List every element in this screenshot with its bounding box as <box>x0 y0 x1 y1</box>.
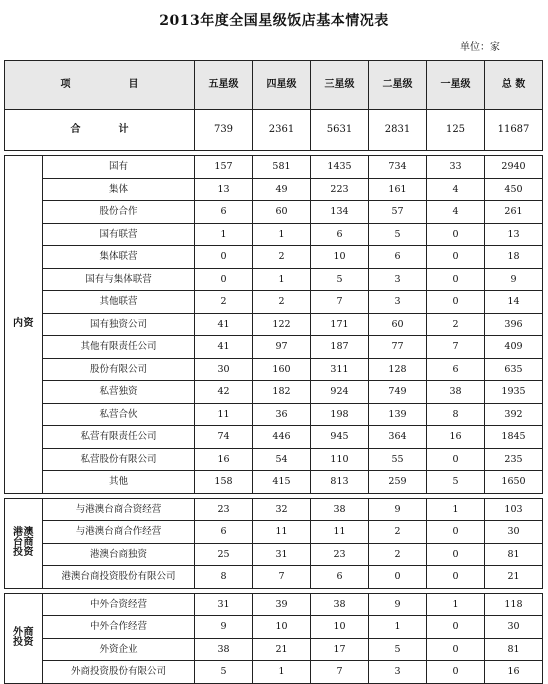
value-cell: 0 <box>427 638 485 661</box>
category-cell: 内资 <box>5 156 43 494</box>
category-cell <box>5 593 43 683</box>
value-cell: 2 <box>253 246 311 269</box>
total-cell: 739 <box>195 110 253 151</box>
value-cell: 5 <box>427 471 485 494</box>
row-label: 私营合伙 <box>43 403 195 426</box>
value-cell: 21 <box>485 566 543 589</box>
value-cell: 54 <box>253 448 311 471</box>
value-cell: 0 <box>427 448 485 471</box>
value-cell: 0 <box>427 521 485 544</box>
table-row <box>5 521 543 544</box>
row-label: 与港澳台商合资经营 <box>43 498 195 521</box>
row-label: 外商投资股份有限公司 <box>43 661 195 684</box>
value-cell: 160 <box>253 358 311 381</box>
value-cell: 4 <box>427 178 485 201</box>
value-cell: 415 <box>253 471 311 494</box>
value-cell: 409 <box>485 336 543 359</box>
value-cell: 55 <box>369 448 427 471</box>
category-line: 投资 <box>13 637 34 648</box>
value-cell: 16 <box>195 448 253 471</box>
value-cell: 0 <box>427 223 485 246</box>
row-label: 中外合资经营 <box>43 593 195 616</box>
value-cell: 49 <box>253 178 311 201</box>
value-cell: 39 <box>253 593 311 616</box>
value-cell: 1 <box>369 616 427 639</box>
value-cell: 1435 <box>311 156 369 179</box>
value-cell: 41 <box>195 336 253 359</box>
value-cell: 77 <box>369 336 427 359</box>
value-cell: 38 <box>311 593 369 616</box>
value-cell: 33 <box>427 156 485 179</box>
value-cell: 1 <box>427 498 485 521</box>
value-cell: 2 <box>369 521 427 544</box>
table-row <box>5 566 543 589</box>
value-cell: 182 <box>253 381 311 404</box>
value-cell: 157 <box>195 156 253 179</box>
row-label: 其他联营 <box>43 291 195 314</box>
value-cell: 5 <box>369 223 427 246</box>
value-cell: 11 <box>195 403 253 426</box>
total-cell: 11687 <box>485 110 543 151</box>
value-cell: 1 <box>253 223 311 246</box>
value-cell: 41 <box>195 313 253 336</box>
value-cell: 2 <box>253 291 311 314</box>
total-cell: 5631 <box>311 110 369 151</box>
value-cell: 9 <box>369 498 427 521</box>
value-cell: 31 <box>253 543 311 566</box>
header-five-star: 五星级 <box>195 61 253 110</box>
row-label: 其他有限责任公司 <box>43 336 195 359</box>
value-cell: 3 <box>369 291 427 314</box>
value-cell: 16 <box>427 426 485 449</box>
value-cell: 0 <box>427 291 485 314</box>
row-label: 与港澳台商合作经营 <box>43 521 195 544</box>
value-cell: 16 <box>485 661 543 684</box>
value-cell: 0 <box>195 246 253 269</box>
value-cell: 581 <box>253 156 311 179</box>
value-cell: 158 <box>195 471 253 494</box>
value-cell: 57 <box>369 201 427 224</box>
value-cell: 198 <box>311 403 369 426</box>
table-row <box>5 156 543 179</box>
value-cell: 139 <box>369 403 427 426</box>
value-cell: 30 <box>485 521 543 544</box>
value-cell: 1650 <box>485 471 543 494</box>
value-cell: 392 <box>485 403 543 426</box>
category-line: 外商 <box>13 627 34 638</box>
value-cell: 2 <box>195 291 253 314</box>
value-cell: 38 <box>427 381 485 404</box>
value-cell: 6 <box>195 521 253 544</box>
value-cell: 364 <box>369 426 427 449</box>
value-cell: 5 <box>195 661 253 684</box>
value-cell: 8 <box>427 403 485 426</box>
value-cell: 7 <box>427 336 485 359</box>
value-cell: 171 <box>311 313 369 336</box>
value-cell: 3 <box>369 661 427 684</box>
value-cell: 103 <box>485 498 543 521</box>
value-cell: 11 <box>253 521 311 544</box>
table-row <box>5 178 543 201</box>
header-four-star: 四星级 <box>253 61 311 110</box>
value-cell: 0 <box>427 566 485 589</box>
value-cell: 311 <box>311 358 369 381</box>
value-cell: 1 <box>253 268 311 291</box>
unit-label: 单位：家 <box>460 42 500 53</box>
value-cell: 235 <box>485 448 543 471</box>
value-cell: 261 <box>485 201 543 224</box>
row-label: 国有与集体联营 <box>43 268 195 291</box>
value-cell: 1935 <box>485 381 543 404</box>
value-cell: 30 <box>195 358 253 381</box>
value-cell: 10 <box>311 616 369 639</box>
header-three-star: 三星级 <box>311 61 369 110</box>
value-cell: 38 <box>195 638 253 661</box>
value-cell: 31 <box>195 593 253 616</box>
value-cell: 945 <box>311 426 369 449</box>
value-cell: 4 <box>427 201 485 224</box>
table-row <box>5 201 543 224</box>
header-two-star: 二星级 <box>369 61 427 110</box>
value-cell: 1845 <box>485 426 543 449</box>
value-cell: 7 <box>311 661 369 684</box>
header-total: 总 数 <box>485 61 543 110</box>
value-cell: 74 <box>195 426 253 449</box>
category-cell <box>5 498 43 588</box>
table-row <box>5 336 543 359</box>
value-cell: 18 <box>485 246 543 269</box>
value-cell: 23 <box>195 498 253 521</box>
row-label: 私营股份有限公司 <box>43 448 195 471</box>
row-label: 股份合作 <box>43 201 195 224</box>
value-cell: 11 <box>311 521 369 544</box>
value-cell: 23 <box>311 543 369 566</box>
category-line: 港澳 <box>13 527 34 538</box>
value-cell: 21 <box>253 638 311 661</box>
table-row <box>5 246 543 269</box>
value-cell: 0 <box>427 268 485 291</box>
value-cell: 14 <box>485 291 543 314</box>
value-cell: 0 <box>195 268 253 291</box>
category-line: 投资 <box>13 547 34 558</box>
table-title: 2013年度全国星级饭店基本情况表 <box>159 13 389 29</box>
row-label: 私营有限责任公司 <box>43 426 195 449</box>
value-cell: 0 <box>369 566 427 589</box>
value-cell: 223 <box>311 178 369 201</box>
value-cell: 6 <box>311 223 369 246</box>
header-one-star: 一星级 <box>427 61 485 110</box>
value-cell: 122 <box>253 313 311 336</box>
value-cell: 60 <box>253 201 311 224</box>
value-cell: 2940 <box>485 156 543 179</box>
table-row <box>5 426 543 449</box>
value-cell: 17 <box>311 638 369 661</box>
table-row <box>5 593 543 616</box>
value-cell: 9 <box>369 593 427 616</box>
value-cell: 110 <box>311 448 369 471</box>
value-cell: 0 <box>427 543 485 566</box>
value-cell: 25 <box>195 543 253 566</box>
value-cell: 38 <box>311 498 369 521</box>
total-label: 合 计 <box>5 110 195 151</box>
value-cell: 8 <box>195 566 253 589</box>
row-label: 外资企业 <box>43 638 195 661</box>
table-row <box>5 291 543 314</box>
value-cell: 6 <box>427 358 485 381</box>
header-row <box>5 61 543 110</box>
hotel-stats-table <box>4 60 543 684</box>
value-cell: 1 <box>253 661 311 684</box>
value-cell: 446 <box>253 426 311 449</box>
value-cell: 2 <box>427 313 485 336</box>
value-cell: 396 <box>485 313 543 336</box>
value-cell: 2 <box>369 543 427 566</box>
value-cell: 259 <box>369 471 427 494</box>
value-cell: 81 <box>485 638 543 661</box>
table-row <box>5 403 543 426</box>
value-cell: 3 <box>369 268 427 291</box>
row-label: 港澳台商投资股份有限公司 <box>43 566 195 589</box>
total-cell: 2361 <box>253 110 311 151</box>
value-cell: 7 <box>253 566 311 589</box>
value-cell: 6 <box>369 246 427 269</box>
table-row <box>5 616 543 639</box>
row-label: 中外合作经营 <box>43 616 195 639</box>
row-label: 集体 <box>43 178 195 201</box>
value-cell: 7 <box>311 291 369 314</box>
value-cell: 813 <box>311 471 369 494</box>
row-label: 国有独资公司 <box>43 313 195 336</box>
value-cell: 749 <box>369 381 427 404</box>
value-cell: 1 <box>427 593 485 616</box>
row-label: 港澳台商独资 <box>43 543 195 566</box>
row-label: 股份有限公司 <box>43 358 195 381</box>
value-cell: 97 <box>253 336 311 359</box>
value-cell: 60 <box>369 313 427 336</box>
row-label: 国有 <box>43 156 195 179</box>
value-cell: 42 <box>195 381 253 404</box>
table-row <box>5 223 543 246</box>
value-cell: 9 <box>195 616 253 639</box>
table-row <box>5 268 543 291</box>
value-cell: 161 <box>369 178 427 201</box>
table-row <box>5 381 543 404</box>
value-cell: 0 <box>427 246 485 269</box>
category-line: 台商 <box>13 537 34 548</box>
value-cell: 0 <box>427 661 485 684</box>
row-label: 国有联营 <box>43 223 195 246</box>
value-cell: 118 <box>485 593 543 616</box>
table-row <box>5 313 543 336</box>
value-cell: 187 <box>311 336 369 359</box>
table-row <box>5 543 543 566</box>
value-cell: 0 <box>427 616 485 639</box>
total-row <box>5 110 543 151</box>
value-cell: 9 <box>485 268 543 291</box>
value-cell: 5 <box>311 268 369 291</box>
value-cell: 13 <box>485 223 543 246</box>
value-cell: 1 <box>195 223 253 246</box>
header-item: 项 目 <box>5 61 195 110</box>
table-row <box>5 498 543 521</box>
value-cell: 81 <box>485 543 543 566</box>
value-cell: 924 <box>311 381 369 404</box>
row-label: 集体联营 <box>43 246 195 269</box>
value-cell: 450 <box>485 178 543 201</box>
value-cell: 13 <box>195 178 253 201</box>
table-row <box>5 471 543 494</box>
total-cell: 2831 <box>369 110 427 151</box>
value-cell: 10 <box>311 246 369 269</box>
value-cell: 6 <box>195 201 253 224</box>
value-cell: 128 <box>369 358 427 381</box>
table-row <box>5 448 543 471</box>
value-cell: 734 <box>369 156 427 179</box>
value-cell: 36 <box>253 403 311 426</box>
value-cell: 10 <box>253 616 311 639</box>
value-cell: 6 <box>311 566 369 589</box>
row-label: 其他 <box>43 471 195 494</box>
value-cell: 134 <box>311 201 369 224</box>
row-label: 私营独资 <box>43 381 195 404</box>
value-cell: 5 <box>369 638 427 661</box>
table-row <box>5 638 543 661</box>
value-cell: 635 <box>485 358 543 381</box>
table-row <box>5 358 543 381</box>
value-cell: 32 <box>253 498 311 521</box>
value-cell: 30 <box>485 616 543 639</box>
table-row <box>5 661 543 684</box>
total-cell: 125 <box>427 110 485 151</box>
